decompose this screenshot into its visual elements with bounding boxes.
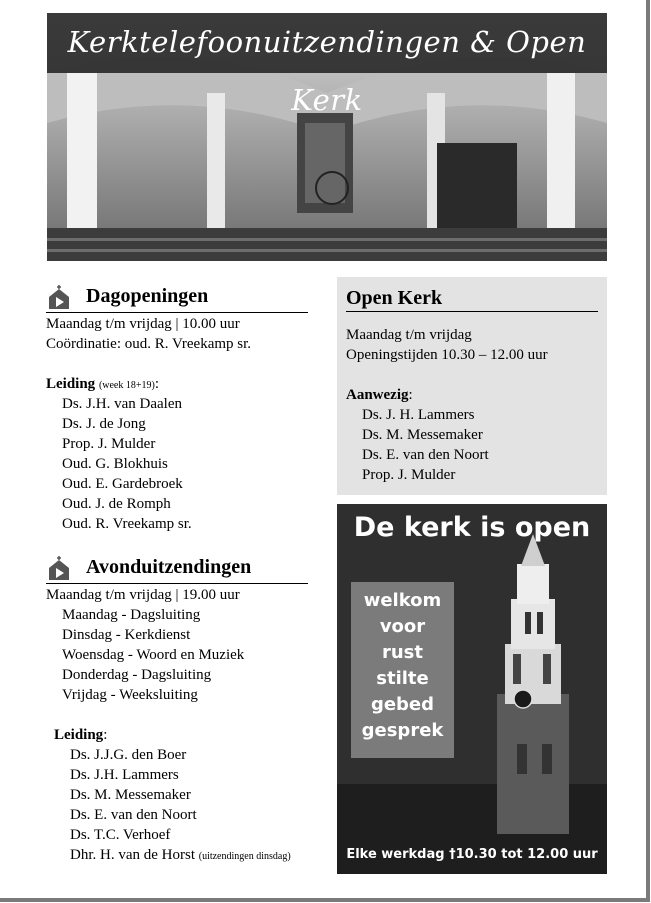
- list-item-note: (uitzendingen dinsdag): [198, 851, 291, 862]
- poster-word: welkom: [363, 590, 442, 611]
- church-speaker-icon: [46, 555, 72, 581]
- section-avonduitzendingen-heading: [46, 553, 308, 584]
- section-dagopeningen-heading: [46, 282, 308, 313]
- open-kerk-title: Open Kerk: [346, 287, 598, 312]
- avonduitzendingen-title: Avonduitzendingen: [86, 556, 252, 578]
- list-item: Oud. R. Vreekamp sr.: [62, 516, 192, 532]
- open-kerk-box: [337, 277, 607, 495]
- list-item: Donderdag - Dagsluiting: [62, 667, 212, 683]
- list-item: Ds. J.H. van Daalen: [62, 396, 182, 412]
- dagopeningen-leading: [46, 374, 159, 396]
- list-item: Oud. J. de Romph: [62, 496, 171, 512]
- list-item: Maandag - Dagsluiting: [62, 607, 201, 623]
- poster-word: voor: [379, 616, 426, 637]
- dagopeningen-coordination: Coördinatie: oud. R. Vreekamp sr.: [46, 336, 252, 352]
- list-item: Ds. J. H. Lammers: [362, 407, 475, 423]
- list-item: Ds. J.H. Lammers: [70, 767, 179, 783]
- list-item: Woensdag - Woord en Muziek: [62, 647, 245, 663]
- leading-colon: :: [154, 376, 160, 392]
- list-item: Ds. J. de Jong: [62, 416, 146, 432]
- poster-word: stilte: [376, 668, 429, 689]
- list-item: Ds. M. Messemaker: [362, 427, 483, 443]
- leading-colon: :: [103, 727, 108, 743]
- leading-label: Leiding: [46, 376, 96, 392]
- list-item: Vrijdag - Weeksluiting: [62, 687, 198, 703]
- dagopeningen-title: Dagopeningen: [86, 285, 209, 307]
- list-item: Ds. J.J.G. den Boer: [70, 747, 187, 763]
- banner: [47, 13, 607, 261]
- open-kerk-hours: Openingstijden 10.30 – 12.00 uur: [346, 347, 548, 363]
- poster-words: [351, 582, 454, 758]
- poster-title: De kerk is open: [353, 512, 591, 543]
- poster-word: rust: [381, 642, 423, 663]
- avonduitzendingen-leading: [54, 725, 107, 745]
- list-item: Prop. J. Mulder: [62, 436, 156, 452]
- leading-note: (week 18+19): [98, 380, 155, 391]
- list-item: Oud. E. Gardebroek: [62, 476, 183, 492]
- church-speaker-icon: [46, 284, 72, 310]
- open-kerk-days: Maandag t/m vrijdag: [346, 327, 472, 343]
- banner-title: Kerktelefoonuitzendingen & Open Kerk: [47, 13, 607, 73]
- leading-label: Leiding: [54, 727, 104, 743]
- open-kerk-present: [346, 385, 413, 405]
- poster-footer: Elke werkdag †10.30 tot 12.00 uur: [346, 847, 598, 862]
- present-colon: :: [408, 387, 413, 403]
- list-item: Prop. J. Mulder: [362, 467, 456, 483]
- list-item: Ds. E. van den Noort: [70, 807, 197, 823]
- list-item: Ds. E. van den Noort: [362, 447, 489, 463]
- poster-word: gesprek: [361, 720, 444, 741]
- open-kerk-poster: [337, 504, 607, 874]
- list-item: Oud. G. Blokhuis: [62, 456, 168, 472]
- list-item: Ds. T.C. Verhoef: [70, 827, 171, 843]
- avonduitzendingen-schedule: Maandag t/m vrijdag | 19.00 uur: [46, 587, 240, 603]
- list-item: Dinsdag - Kerkdienst: [62, 627, 191, 643]
- present-label: Aanwezig: [346, 387, 409, 403]
- dagopeningen-schedule: Maandag t/m vrijdag | 10.00 uur: [46, 316, 240, 332]
- list-item: Ds. M. Messemaker: [70, 787, 191, 803]
- list-item-name: Dhr. H. van de Horst: [70, 847, 195, 863]
- poster-word: gebed: [370, 694, 435, 715]
- list-item: [70, 845, 291, 867]
